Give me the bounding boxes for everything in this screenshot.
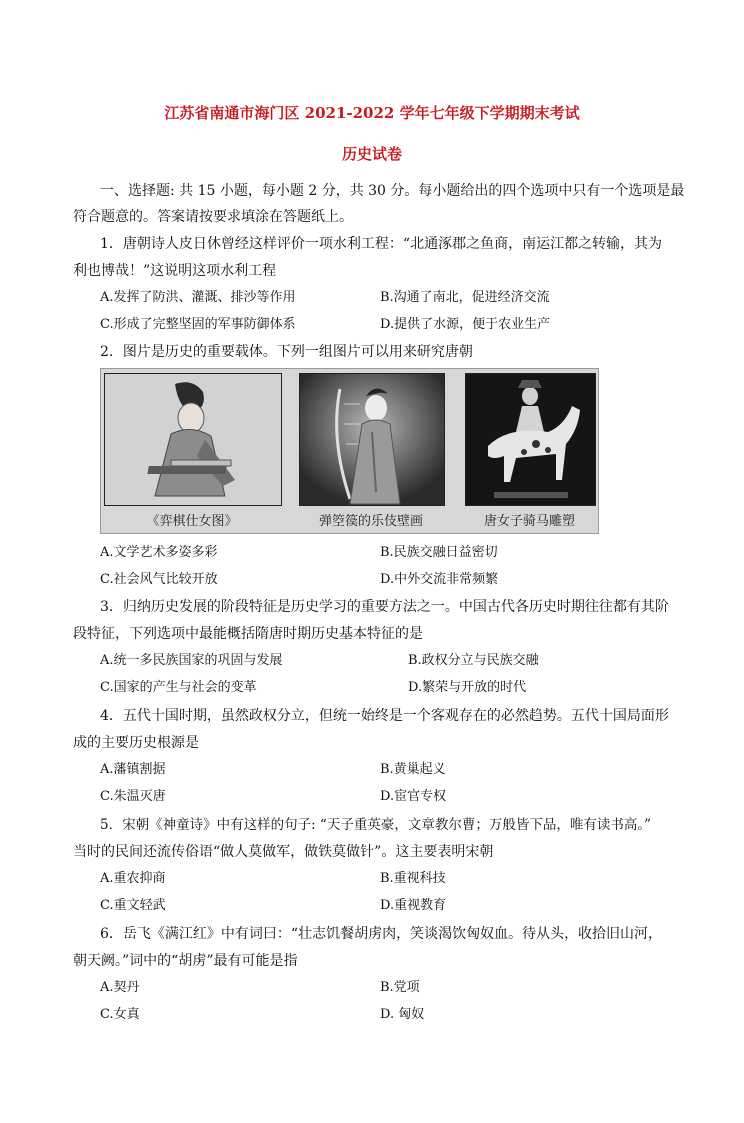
mural-image <box>299 373 445 506</box>
caption-mural: 弹箜篌的乐伎壁画 <box>318 514 423 529</box>
q3-stem-line2: 段特征，下列选项中最能概括隋唐时期历史基本特征的是 <box>73 626 423 642</box>
q4-option-a: A.藩镇割据 <box>100 762 166 777</box>
q2-option-d: D.中外交流非常频繁 <box>380 572 499 587</box>
q6-stem-line2: 朝天阙。”词中的“胡虏”最有可能是指 <box>73 953 298 969</box>
q2-option-a: A.文学艺术多姿多彩 <box>100 545 218 560</box>
q6-option-b: B.党项 <box>380 980 420 995</box>
q1-stem-line1: 1．唐朝诗人皮日休曾经这样评价一项水利工程：“北通涿郡之鱼商，南运江都之转输，其为 <box>100 236 663 252</box>
q5-stem-line2: 当时的民间还流传俗语“做人莫做军，做铁莫做针”。这主要表明宋朝 <box>73 844 494 860</box>
q6-option-d: D. 匈奴 <box>380 1007 425 1022</box>
exam-subtitle: 历史试卷 <box>341 145 402 163</box>
q4-option-c: C.朱温灭唐 <box>100 789 166 804</box>
q6-option-c: C.女真 <box>100 1007 140 1022</box>
q3-stem-line1: 3．归纳历史发展的阶段特征是历史学习的重要方法之一。中国古代各历史时期往往都有其阶 <box>100 599 669 615</box>
section-instruction-line2: 符合题意的。答案请按要求填涂在答题纸上。 <box>73 209 353 225</box>
q5-option-c: C.重文轻武 <box>100 898 166 913</box>
q2-stem: 2．图片是历史的重要载体。下列一组图片可以用来研究唐朝 <box>100 344 473 360</box>
q5-stem-line1: 5．宋朝《神童诗》中有这样的句子: “天子重英豪，文章教尔曹；万般皆下品，唯有读书高。” <box>100 817 651 833</box>
q2-option-c: C.社会风气比较开放 <box>100 572 218 587</box>
q5-option-b: B.重视科技 <box>380 871 446 886</box>
q1-option-b: B.沟通了南北，促进经济交流 <box>380 290 550 305</box>
exam-title: 江苏省南通市海门区 2021-2022 学年七年级下学期期末考试 <box>164 104 580 122</box>
caption-statue: 唐女子骑马雕塑 <box>483 514 575 529</box>
q5-option-d: D.重视教育 <box>380 898 447 913</box>
q4-option-b: B.黄巢起义 <box>380 762 446 777</box>
q2-image-strip <box>100 368 599 534</box>
q6-stem-line1: 6．岳飞《满江红》中有词曰：“壮志饥餐胡虏肉，笑谈渴饮匈奴血。待从头，收拾旧山河， <box>100 926 663 942</box>
painting-image <box>104 373 282 506</box>
q1-option-d: D.提供了水源，便于农业生产 <box>380 317 551 332</box>
q3-option-b: B.政权分立与民族交融 <box>408 653 539 668</box>
q3-option-a: A.统一多民族国家的巩固与发展 <box>100 653 283 668</box>
q4-option-d: D.宦官专权 <box>380 789 447 804</box>
section-instruction-line1: 一、选择题: 共 15 小题，每小题 2 分，共 30 分。每小题给出的四个选项中只有一个选项是最 <box>100 183 685 199</box>
q2-option-b: B.民族交融日益密切 <box>380 545 498 560</box>
q4-stem-line2: 成的主要历史根源是 <box>73 735 199 751</box>
q1-stem-line2: 利也博哉！”这说明这项水利工程 <box>73 263 277 279</box>
statue-image <box>465 373 596 506</box>
q3-option-d: D.繁荣与开放的时代 <box>408 680 527 695</box>
q4-stem-line1: 4．五代十国时期，虽然政权分立，但统一始终是一个客观存在的必然趋势。五代十国局面形 <box>100 708 669 724</box>
q1-option-a: A.发挥了防洪、灌溉、排沙等作用 <box>100 290 296 305</box>
q6-option-a: A.契丹 <box>100 980 140 995</box>
q1-option-c: C.形成了完整坚固的军事防御体系 <box>100 317 296 332</box>
q3-option-c: C.国家的产生与社会的变革 <box>100 680 257 695</box>
q5-option-a: A.重农抑商 <box>100 871 166 886</box>
caption-painting: 《弈棋仕女图》 <box>146 514 238 529</box>
